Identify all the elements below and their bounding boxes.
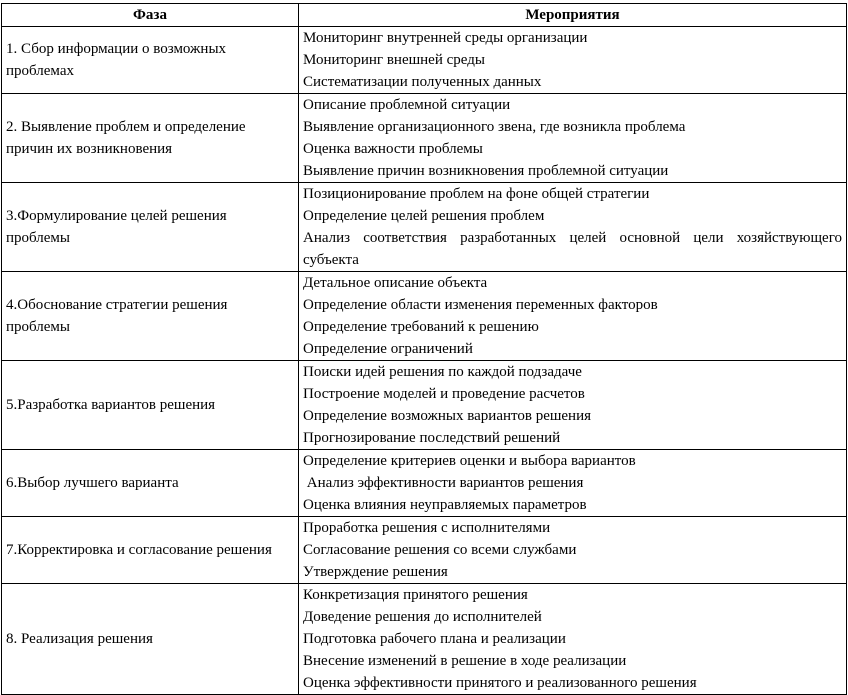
phase-cell: 2. Выявление проблем и определение причин их возникновения (2, 94, 299, 183)
activity-item: Подготовка рабочего плана и реализации (303, 631, 566, 647)
activity-item: Систематизации полученных данных (303, 74, 542, 90)
phase-cell: 4.Обоснование стратегии решения проблемы (2, 272, 299, 361)
activity-item: Определение целей решения проблем (303, 208, 545, 224)
activity-item: Мониторинг внутренней среды организации (303, 30, 588, 46)
activity-item: Определение критериев оценки и выбора вариантов (303, 453, 636, 469)
activity-item: Построение моделей и проведение расчетов (303, 386, 585, 402)
activity-item: Выявление организационного звена, где возникла проблема (303, 119, 686, 135)
activity-item: Оценка важности проблемы (303, 141, 483, 157)
activities-cell (299, 450, 847, 517)
activity-item: Детальное описание объекта (303, 275, 488, 291)
table-row (2, 183, 847, 272)
activity-item: Анализ соответствия разработанных целей основной цели хозяйствующего субъекта (303, 230, 842, 268)
phase-cell: 3.Формулирование целей решения проблемы (2, 183, 299, 272)
activities-cell (299, 94, 847, 183)
activities-cell (299, 584, 847, 695)
phase-cell: 1. Сбор информации о возможных проблемах (2, 27, 299, 94)
activity-item: Утверждение решения (303, 564, 448, 580)
activity-item: Определение ограничений (303, 341, 473, 357)
activity-item: Согласование решения со всеми службами (303, 542, 577, 558)
activity-item: Оценка эффективности принятого и реализованного решения (303, 675, 697, 691)
table-row (2, 272, 847, 361)
activities-cell (299, 361, 847, 450)
activity-item: Определение требований к решению (303, 319, 539, 335)
activity-item: Оценка влияния неуправляемых параметров (303, 497, 587, 513)
activity-item: Конкретизация принятого решения (303, 587, 528, 603)
table-row (2, 584, 847, 695)
activity-item: Определение возможных вариантов решения (303, 408, 592, 424)
table-row (2, 450, 847, 517)
table-row (2, 27, 847, 94)
activities-cell (299, 517, 847, 584)
activity-item: Позиционирование проблем на фоне общей стратегии (303, 186, 650, 202)
activity-item: Прогнозирование последствий решений (303, 430, 561, 446)
activity-item: Выявление причин возникновения проблемной ситуации (303, 163, 669, 179)
table-row (2, 361, 847, 450)
activity-item: Анализ эффективности вариантов решения (303, 475, 584, 491)
phase-cell: 7.Корректировка и согласование решения (2, 517, 299, 584)
activities-cell (299, 272, 847, 361)
activity-item: Определение области изменения переменных факторов (303, 297, 658, 313)
phase-cell: 6.Выбор лучшего варианта (2, 450, 299, 517)
table-header-row (2, 4, 847, 27)
phase-cell: 8. Реализация решения (2, 584, 299, 695)
table-row (2, 94, 847, 183)
table-row (2, 517, 847, 584)
header-activities: Мероприятия (299, 4, 847, 27)
activity-item: Внесение изменений в решение в ходе реализации (303, 653, 627, 669)
activity-item: Доведение решения до исполнителей (303, 609, 542, 625)
activities-cell (299, 27, 847, 94)
phases-table (1, 3, 847, 695)
activity-item: Проработка решения с исполнителями (303, 520, 551, 536)
activity-item: Описание проблемной ситуации (303, 97, 511, 113)
activities-cell (299, 183, 847, 272)
activity-item: Мониторинг внешней среды (303, 52, 485, 68)
activity-item: Поиски идей решения по каждой подзадаче (303, 364, 582, 380)
header-phase: Фаза (2, 4, 299, 27)
phase-cell: 5.Разработка вариантов решения (2, 361, 299, 450)
